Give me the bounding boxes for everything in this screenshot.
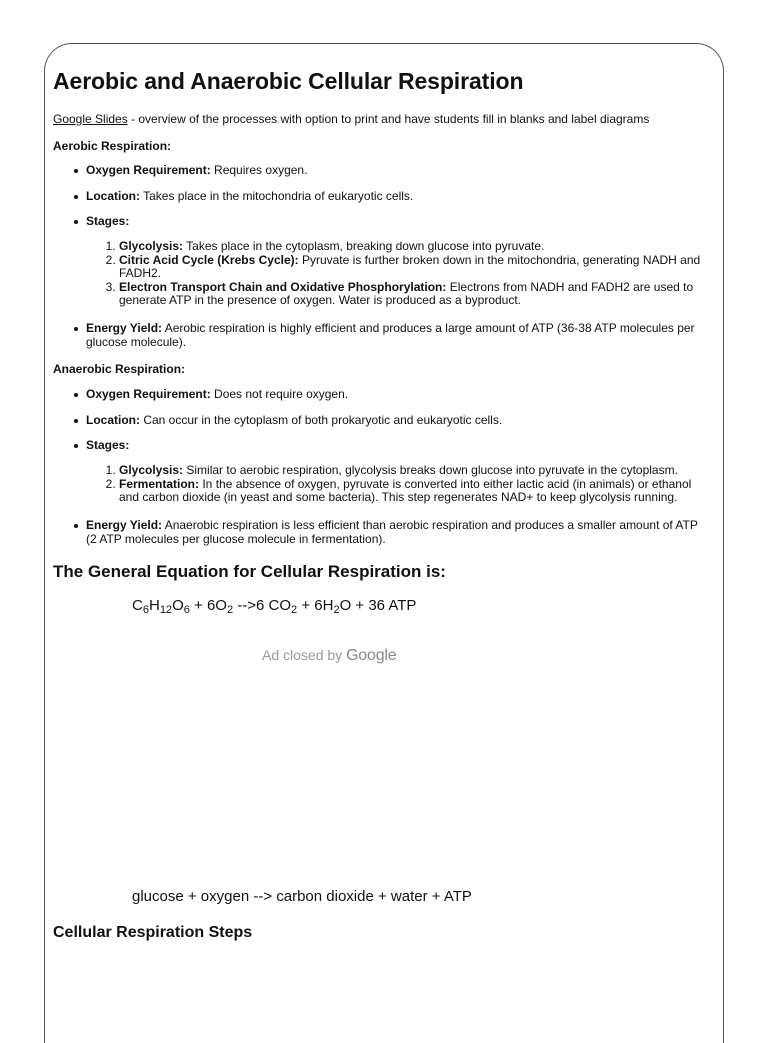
aerobic-stages-item [53, 215, 708, 229]
aerobic-stage-text: Electrons from NADH and FADH2 are used to generate ATP in the presence of oxygen. Water is produced as a byproduct. [119, 279, 694, 307]
aerobic-stage-item [119, 281, 709, 308]
equation-part: + 6O [189, 597, 227, 614]
anaerobic-stage-label: Fermentation: [119, 476, 200, 491]
anaerobic-energy-item [53, 519, 708, 546]
aerobic-stages-label: Stages: [86, 214, 130, 228]
anaerobic-stage-text: In the absence of oxygen, pyruvate is converted into either lactic acid (in animals) or ethanol and carbon dioxide (in yeast and some bacteria). This step regenerates NAD+ to keep glycolysis running. [119, 476, 692, 504]
equation-subscript: 6 [142, 604, 149, 616]
anaerobic-stage-label: Glycolysis: [119, 463, 184, 477]
aerobic-location-label: Location: [86, 188, 140, 203]
anaerobic-location-text: Can occur in the cytoplasm of both prokaryotic and eukaryotic cells. [140, 412, 503, 427]
ad-closed-text: Ad closed by [262, 647, 347, 663]
aerobic-stage-item [119, 240, 709, 254]
equation-part: O + 36 ATP [339, 597, 417, 614]
equation-part: O [172, 597, 184, 614]
aerobic-oxygen-label: Oxygen Requirement: [86, 163, 211, 177]
anaerobic-energy-label: Energy Yield: [86, 518, 163, 532]
equation-part: + 6H [297, 597, 334, 614]
aerobic-heading: Aerobic Respiration: [53, 139, 172, 153]
chemical-equation [132, 597, 416, 614]
equation-subscript: 2 [226, 604, 234, 616]
anaerobic-stage-item [119, 478, 709, 505]
equation-part: -->6 CO [233, 597, 292, 614]
equation-subscript: 6 [183, 604, 190, 616]
equation-part: H [148, 597, 160, 614]
page-title: Aerobic and Anaerobic Cellular Respiration [53, 68, 524, 94]
aerobic-oxygen-item [53, 164, 708, 178]
aerobic-stage-text: Pyruvate is further broken down in the mitochondria, generating NADH and FADH2. [119, 252, 701, 280]
aerobic-location-text: Takes place in the mitochondria of eukaryotic cells. [140, 188, 414, 203]
equation-subscript: 2 [333, 604, 340, 616]
aerobic-stage-label: Glycolysis: [119, 239, 184, 253]
aerobic-stage-item [119, 254, 709, 281]
anaerobic-stage-text: Similar to aerobic respiration, glycolysis breaks down glucose into pyruvate in the cytoplasm. [183, 463, 678, 477]
word-equation: glucose + oxygen --> carbon dioxide + water + ATP [132, 888, 472, 905]
anaerobic-list [53, 388, 708, 453]
anaerobic-stages-label: Stages: [86, 438, 130, 452]
anaerobic-oxygen-label: Oxygen Requirement: [86, 387, 211, 401]
anaerobic-stages-list [53, 464, 709, 505]
anaerobic-stages-item [53, 439, 708, 453]
aerobic-energy-text: Aerobic respiration is highly efficient and produces a large amount of ATP (36-38 ATP molecules per glucose molecule). [86, 321, 695, 349]
aerobic-location-item [53, 190, 708, 204]
intro-text: - overview of the processes with option to print and have students fill in blanks and label diagrams [127, 112, 650, 126]
google-slides-link[interactable]: Google Slides [53, 112, 128, 126]
ad-closed-notice [262, 647, 396, 665]
anaerobic-location-item [53, 414, 708, 428]
aerobic-energy-label: Energy Yield: [86, 321, 163, 335]
aerobic-stage-text: Takes place in the cytoplasm, breaking down glucose into pyruvate. [183, 239, 545, 253]
aerobic-energy-item [53, 322, 708, 349]
intro-paragraph [53, 112, 649, 126]
aerobic-stage-label: Electron Transport Chain and Oxidative Phosphorylation: [119, 279, 447, 294]
aerobic-energy-list [53, 322, 708, 349]
google-logo-text: Google [346, 647, 397, 664]
anaerobic-oxygen-text: Does not require oxygen. [210, 387, 349, 401]
equation-heading: The General Equation for Cellular Respiration is: [53, 562, 446, 581]
anaerobic-heading: Anaerobic Respiration: [53, 362, 186, 376]
anaerobic-location-label: Location: [86, 412, 140, 427]
equation-part: C [132, 597, 143, 614]
aerobic-oxygen-text: Requires oxygen. [210, 163, 308, 177]
anaerobic-energy-text: Anaerobic respiration is less efficient than aerobic respiration and produces a smaller amount of ATP (2 ATP molecules per glucose molecule in fermentation). [86, 518, 698, 546]
aerobic-stages-list [53, 240, 709, 308]
aerobic-list [53, 164, 708, 229]
aerobic-stage-label: Citric Acid Cycle (Krebs Cycle): [119, 252, 299, 267]
steps-heading: Cellular Respiration Steps [53, 924, 253, 941]
equation-subscript: 12 [159, 604, 173, 616]
anaerobic-stage-item [119, 464, 709, 478]
equation-subscript: 2 [291, 604, 298, 616]
anaerobic-energy-list [53, 519, 708, 546]
anaerobic-oxygen-item [53, 388, 708, 402]
